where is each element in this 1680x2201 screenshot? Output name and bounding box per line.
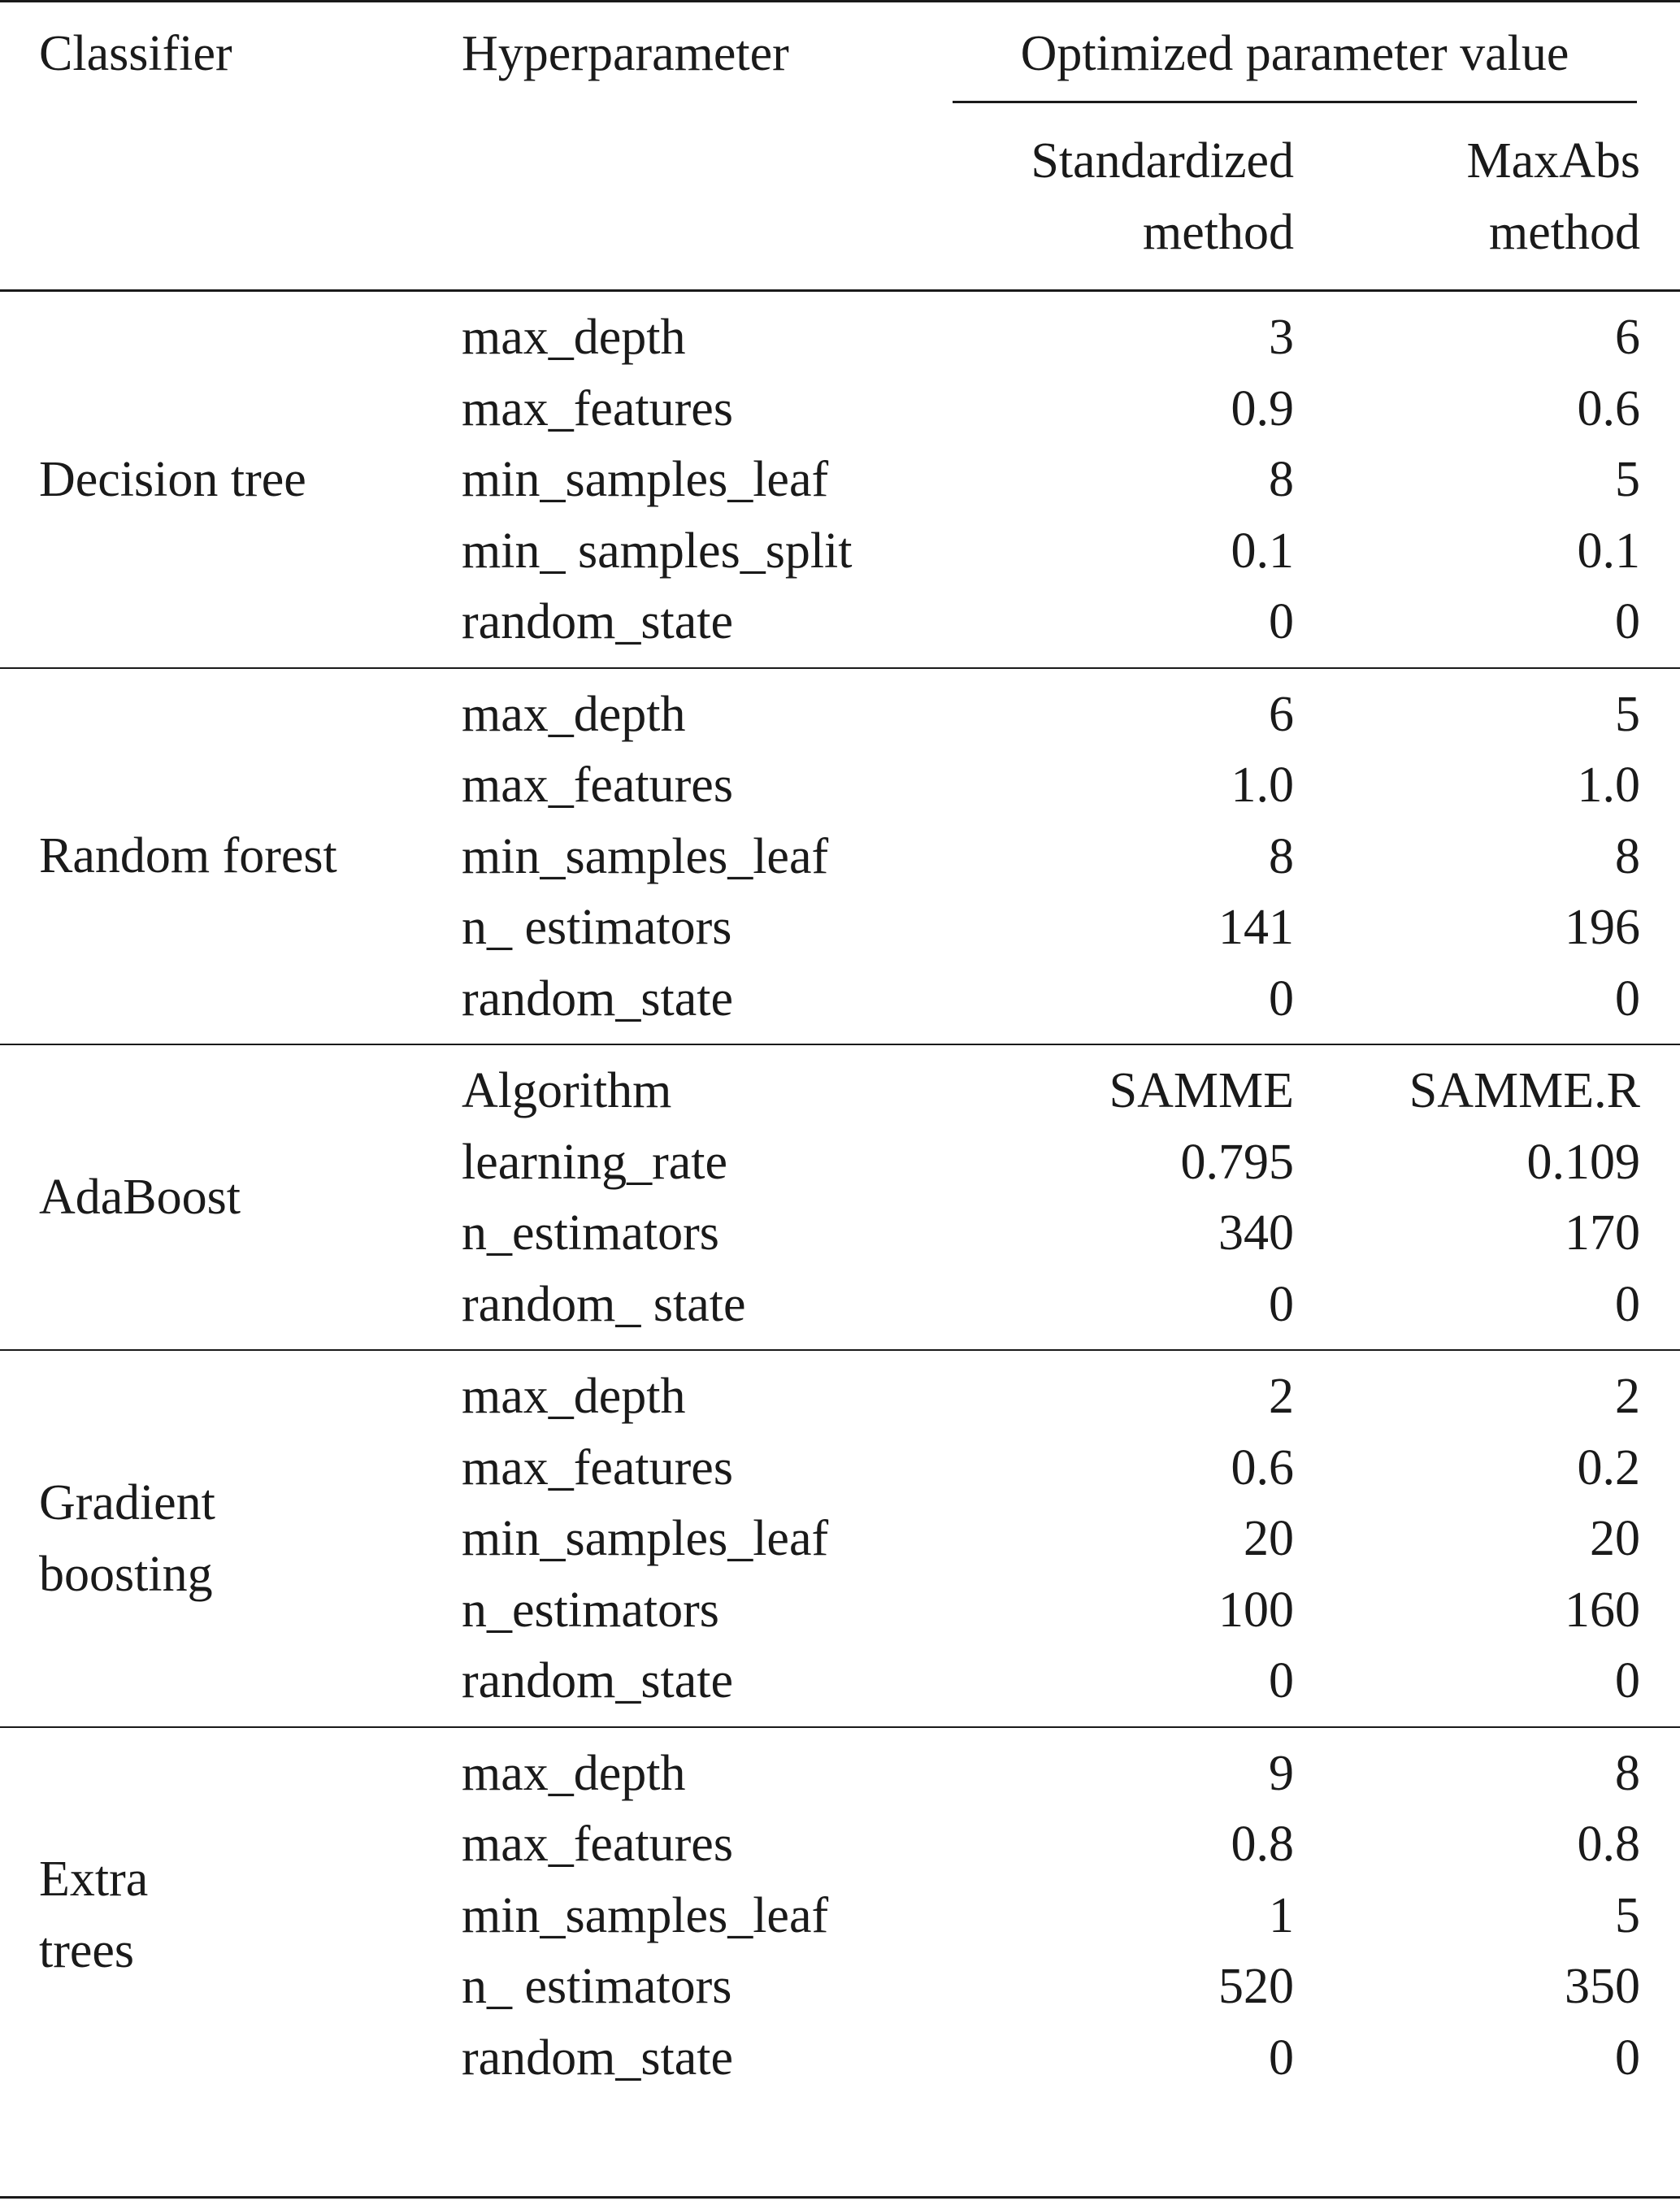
classifier-label-line: Decision tree: [39, 451, 306, 507]
standardized-value-cell: 0.9: [1231, 380, 1294, 436]
maxabs-value-cell: 2: [1615, 1369, 1640, 1424]
hyperparameter-cell: max_depth: [462, 1369, 686, 1424]
maxabs-value-cell: 0.2: [1577, 1439, 1640, 1496]
standardized-value-cell: 0.1: [1231, 523, 1294, 579]
standardized-value-cell: 0: [1269, 970, 1294, 1027]
header-optimized-value: Optimized parameter value: [1020, 26, 1569, 81]
standardized-value-cell: 8: [1269, 828, 1294, 884]
maxabs-value-cell: 160: [1565, 1582, 1640, 1638]
maxabs-value-cell: 0.109: [1526, 1134, 1640, 1190]
group-separator-rule: [0, 1044, 1680, 1045]
hyperparameter-cell: n_estimators: [462, 1205, 719, 1261]
maxabs-value-cell: 350: [1565, 1959, 1640, 2014]
hyperparameter-cell: max_depth: [462, 1745, 686, 1801]
standardized-value-cell: 141: [1218, 900, 1294, 955]
standardized-value-cell: SAMME: [1109, 1063, 1294, 1118]
standardized-value-cell: 1: [1269, 1887, 1294, 1943]
header-classifier: Classifier: [39, 26, 232, 81]
standardized-value-cell: 9: [1269, 1745, 1294, 1801]
hyperparameter-cell: Algorithm: [462, 1063, 672, 1118]
classifier-label-line: AdaBoost: [39, 1170, 241, 1225]
hyperparameter-cell: random_state: [462, 1653, 734, 1708]
hyperparameter-cell: n_ estimators: [462, 1959, 732, 2014]
group-separator-rule: [0, 1726, 1680, 1728]
maxabs-value-cell: 5: [1615, 1887, 1640, 1943]
maxabs-value-cell: 1.0: [1577, 758, 1640, 813]
hyperparameter-cell: max_depth: [462, 310, 686, 365]
classifier-label: [39, 1467, 215, 1610]
group-separator-rule: [0, 667, 1680, 669]
classifier-label: [39, 1843, 148, 1986]
hyperparameter-cell: max_features: [462, 758, 733, 813]
top-rule: [0, 0, 1680, 2]
standardized-value-cell: 0: [1269, 2030, 1294, 2086]
maxabs-value-cell: 8: [1615, 1745, 1640, 1801]
classifier-label-line: trees: [39, 1923, 135, 1979]
standardized-value-cell: 3: [1269, 310, 1294, 365]
maxabs-value-cell: SAMME.R: [1409, 1063, 1640, 1118]
standardized-value-cell: 0.8: [1231, 1817, 1294, 1872]
hyperparameter-cell: n_estimators: [462, 1582, 719, 1638]
standardized-value-cell: 520: [1218, 1959, 1294, 2014]
header-standardized-line2: method: [1143, 205, 1294, 260]
header-hyperparameter: Hyperparameter: [462, 26, 789, 81]
classifier-label: [39, 444, 306, 515]
maxabs-value-cell: 0: [1615, 1653, 1640, 1708]
hyperparameter-cell: random_state: [462, 594, 734, 649]
maxabs-value-cell: 6: [1615, 310, 1640, 365]
standardized-value-cell: 100: [1218, 1582, 1294, 1638]
header-rule: [0, 289, 1680, 292]
hyperparameter-cell: max_features: [462, 1439, 733, 1496]
hyperparameter-cell: random_state: [462, 970, 734, 1027]
classifier-label-line: boosting: [39, 1546, 213, 1602]
standardized-value-cell: 2: [1269, 1369, 1294, 1424]
hyperparameter-cell: min_samples_leaf: [462, 452, 829, 507]
hyperparameter-cell: random_ state: [462, 1276, 746, 1332]
hyperparameter-cell: min_samples_leaf: [462, 1511, 829, 1566]
hyperparameter-cell: min_ samples_split: [462, 523, 853, 579]
hyperparameter-cell: min_samples_leaf: [462, 828, 829, 884]
header-maxabs-line2: method: [1489, 205, 1640, 260]
hyperparameter-cell: n_ estimators: [462, 900, 732, 955]
standardized-value-cell: 0.6: [1231, 1439, 1294, 1496]
hyperparameter-cell: learning_rate: [462, 1134, 728, 1190]
standardized-value-cell: 1.0: [1231, 758, 1294, 813]
maxabs-value-cell: 0: [1615, 1276, 1640, 1332]
hyperparameter-cell: random_state: [462, 2030, 734, 2086]
classifier-label: [39, 1161, 241, 1233]
bottom-rule: [0, 2196, 1680, 2199]
maxabs-value-cell: 0.8: [1577, 1817, 1640, 1872]
header-standardized-line1: Standardized: [1031, 133, 1294, 189]
standardized-value-cell: 0.795: [1180, 1134, 1294, 1190]
hyperparameter-cell: max_features: [462, 380, 733, 436]
standardized-value-cell: 0: [1269, 1276, 1294, 1332]
maxabs-value-cell: 0: [1615, 594, 1640, 649]
maxabs-value-cell: 0.6: [1577, 380, 1640, 436]
standardized-value-cell: 20: [1244, 1511, 1294, 1566]
maxabs-value-cell: 0: [1615, 2030, 1640, 2086]
maxabs-value-cell: 5: [1615, 452, 1640, 507]
standardized-value-cell: 8: [1269, 452, 1294, 507]
hyperparameter-cell: min_samples_leaf: [462, 1887, 829, 1943]
group-separator-rule: [0, 1349, 1680, 1351]
classifier-label: [39, 820, 337, 892]
classifier-label-line: Random forest: [39, 828, 337, 884]
maxabs-value-cell: 170: [1565, 1205, 1640, 1261]
maxabs-value-cell: 196: [1565, 900, 1640, 955]
maxabs-value-cell: 8: [1615, 828, 1640, 884]
header-maxabs-line1: MaxAbs: [1466, 133, 1640, 189]
standardized-value-cell: 0: [1269, 1653, 1294, 1708]
standardized-value-cell: 6: [1269, 686, 1294, 742]
maxabs-value-cell: 5: [1615, 686, 1640, 742]
header-subrule: [953, 101, 1637, 103]
hyperparameter-cell: max_features: [462, 1817, 733, 1872]
classifier-label-line: Gradient: [39, 1474, 215, 1530]
maxabs-value-cell: 0: [1615, 970, 1640, 1027]
standardized-value-cell: 340: [1218, 1205, 1294, 1261]
hyperparameter-cell: max_depth: [462, 686, 686, 742]
standardized-value-cell: 0: [1269, 594, 1294, 649]
maxabs-value-cell: 20: [1590, 1511, 1640, 1566]
maxabs-value-cell: 0.1: [1577, 523, 1640, 579]
classifier-label-line: Extra: [39, 1852, 149, 1908]
